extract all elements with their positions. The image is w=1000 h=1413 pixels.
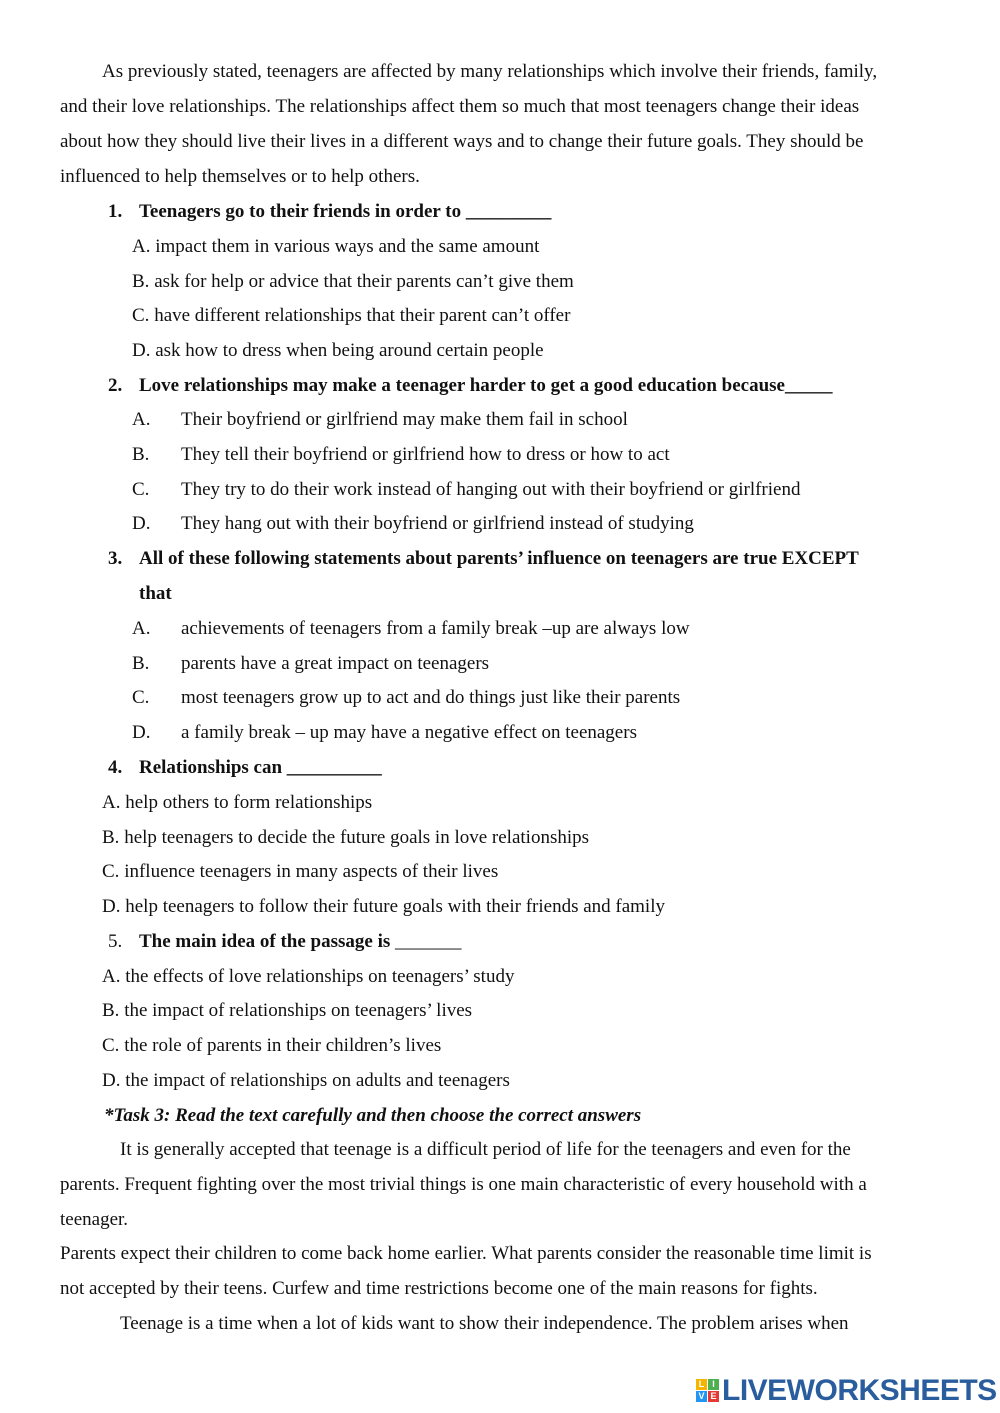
q2-option-b-text[interactable]: They tell their boyfriend or girlfriend how to dress or how to act [181, 444, 670, 465]
question-4-stem: Relationships can __________ [139, 757, 382, 778]
q3-option-c-text[interactable]: most teenagers grow up to act and do things just like their parents [181, 687, 681, 708]
question-1-number: 1. [108, 201, 123, 222]
task-3-line-2: parents. Frequent fighting over the most trivial things is one main characteristic of every household with a [60, 1174, 867, 1195]
q3-option-c-label[interactable]: C. [132, 687, 150, 708]
q2-option-d-label[interactable]: D. [132, 513, 151, 534]
q2-option-a-text[interactable]: Their boyfriend or girlfriend may make them fail in school [181, 409, 628, 430]
question-2-number: 2. [108, 375, 123, 396]
q3-option-a-label[interactable]: A. [132, 618, 151, 639]
q3-option-d-text[interactable]: a family break – up may have a negative effect on teenagers [181, 722, 637, 743]
option-text: ask for help or advice that their parents can’t give them [154, 271, 574, 292]
passage-line-3: about how they should live their lives in a different ways and to change their future goals. They should be [60, 131, 864, 152]
q2-option-d-text[interactable]: They hang out with their boyfriend or girlfriend instead of studying [181, 513, 694, 534]
q2-option-a-label[interactable]: A. [132, 409, 151, 430]
q4-option-d[interactable] [102, 895, 665, 919]
question-3-stem-line-2: that [139, 583, 172, 604]
question-4-number: 4. [108, 757, 123, 778]
option-text: the effects of love relationships on teenagers’ study [125, 966, 515, 987]
option-text: have different relationships that their parent can’t offer [154, 305, 571, 326]
q1-option-d[interactable] [132, 339, 544, 363]
option-label: D. [102, 896, 121, 917]
q3-option-b-label[interactable]: B. [132, 653, 150, 674]
option-label: D. [132, 340, 151, 361]
option-label: B. [132, 271, 150, 292]
option-label: B. [102, 827, 120, 848]
question-3-stem-line-1: All of these following statements about parents’ influence on teenagers are true EXCEPT [139, 548, 859, 569]
option-text: the impact of relationships on teenagers’ lives [124, 1000, 473, 1021]
q1-option-b[interactable] [132, 270, 574, 294]
passage-line-1: As previously stated, teenagers are affected by many relationships which involve their friends, family, [102, 61, 878, 82]
task-3-line-4: Parents expect their children to come back home earlier. What parents consider the reasonable time limit is [60, 1243, 872, 1264]
q4-option-a[interactable] [102, 791, 372, 815]
q4-option-b[interactable] [102, 826, 589, 850]
q1-option-c[interactable] [132, 304, 570, 328]
option-text: help teenagers to decide the future goals in love relationships [124, 827, 590, 848]
question-5-stem: The main idea of the passage is [139, 931, 391, 952]
option-label: D. [102, 1070, 121, 1091]
question-5-number: 5. [108, 931, 123, 952]
logo-mark-letter: I [708, 1379, 719, 1390]
task-3-line-3: teenager. [60, 1209, 129, 1230]
option-label: A. [102, 966, 121, 987]
q5-option-b[interactable] [102, 999, 472, 1023]
option-text: ask how to dress when being around certain people [155, 340, 544, 361]
q3-option-d-label[interactable]: D. [132, 722, 151, 743]
logo-text: LIVEWORKSHEETS [722, 1374, 997, 1407]
passage-line-4: influenced to help themselves or to help others. [60, 166, 420, 187]
question-5-blank[interactable]: _______ [395, 931, 462, 952]
task-3-line-5: not accepted by their teens. Curfew and time restrictions become one of the main reasons for fights. [60, 1278, 818, 1299]
option-text: impact them in various ways and the same amount [155, 236, 540, 257]
q1-option-a[interactable] [132, 235, 539, 259]
task-3-line-6: Teenage is a time when a lot of kids want to show their independence. The problem arises when [120, 1313, 849, 1334]
q2-option-c-text[interactable]: They try to do their work instead of hanging out with their boyfriend or girlfriend [181, 479, 801, 500]
option-label: C. [132, 305, 150, 326]
q2-option-c-label[interactable]: C. [132, 479, 150, 500]
q5-option-a[interactable] [102, 965, 514, 989]
question-5-stem-wrap [139, 930, 462, 954]
option-text: the impact of relationships on adults and teenagers [125, 1070, 510, 1091]
q2-option-b-label[interactable]: B. [132, 444, 150, 465]
liveworksheets-logo-icon [696, 1379, 720, 1403]
question-2-stem: Love relationships may make a teenager harder to get a good education because_____ [139, 375, 833, 396]
option-label: C. [102, 861, 120, 882]
option-label: C. [102, 1035, 120, 1056]
passage-line-2: and their love relationships. The relationships affect them so much that most teenagers change their ideas [60, 96, 860, 117]
logo-mark-letter: L [696, 1379, 707, 1390]
q3-option-b-text[interactable]: parents have a great impact on teenagers [181, 653, 490, 674]
option-label: A. [132, 236, 151, 257]
question-3-number: 3. [108, 548, 123, 569]
q5-option-d[interactable] [102, 1069, 510, 1093]
question-1-stem: Teenagers go to their friends in order to _________ [139, 201, 552, 222]
task-3-heading: *Task 3: Read the text carefully and then choose the correct answers [104, 1105, 642, 1126]
option-text: help others to form relationships [125, 792, 373, 813]
q3-option-a-text[interactable]: achievements of teenagers from a family break –up are always low [181, 618, 690, 639]
option-text: influence teenagers in many aspects of their lives [124, 861, 499, 882]
option-text: help teenagers to follow their future goals with their friends and family [125, 896, 665, 917]
q4-option-c[interactable] [102, 860, 498, 884]
task-3-line-1: It is generally accepted that teenage is a difficult period of life for the teenagers and even for the [120, 1139, 851, 1160]
option-label: A. [102, 792, 121, 813]
logo-mark-letter: V [696, 1391, 707, 1402]
option-label: B. [102, 1000, 120, 1021]
logo-mark-letter: E [708, 1391, 719, 1402]
q5-option-c[interactable] [102, 1034, 441, 1058]
option-text: the role of parents in their children’s lives [124, 1035, 442, 1056]
liveworksheets-logo[interactable] [696, 1376, 997, 1406]
